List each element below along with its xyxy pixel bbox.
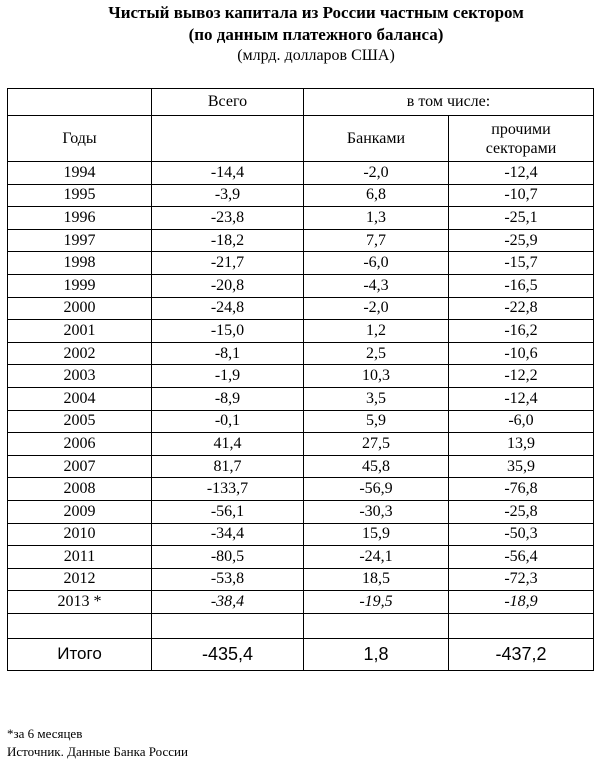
header-total: Всего bbox=[152, 89, 304, 116]
table-row bbox=[8, 455, 594, 478]
cell-banks: 45,8 bbox=[304, 455, 449, 478]
empty-cell bbox=[449, 613, 594, 638]
cell-other: -56,4 bbox=[449, 546, 594, 569]
cell-year: 1994 bbox=[8, 162, 152, 185]
cell-year: 2013 * bbox=[8, 591, 152, 614]
total-banks: 1,8 bbox=[304, 638, 449, 670]
cell-total: -24,8 bbox=[152, 297, 304, 320]
cell-banks: -56,9 bbox=[304, 478, 449, 501]
cell-year: 2002 bbox=[8, 342, 152, 365]
cell-banks: -30,3 bbox=[304, 500, 449, 523]
cell-other: -25,9 bbox=[449, 229, 594, 252]
table-row bbox=[8, 478, 594, 501]
cell-year: 2008 bbox=[8, 478, 152, 501]
cell-other: 13,9 bbox=[449, 433, 594, 456]
cell-banks: 27,5 bbox=[304, 433, 449, 456]
header-banks: Банками bbox=[304, 116, 449, 162]
cell-total: -53,8 bbox=[152, 568, 304, 591]
capital-outflow-table bbox=[7, 88, 594, 671]
cell-year: 2007 bbox=[8, 455, 152, 478]
cell-total: -21,7 bbox=[152, 252, 304, 275]
header-row-1 bbox=[8, 89, 594, 116]
cell-total: -3,9 bbox=[152, 184, 304, 207]
cell-total: -56,1 bbox=[152, 500, 304, 523]
header-other: прочими секторами bbox=[449, 116, 594, 162]
title-units: (млрд. долларов США) bbox=[237, 47, 395, 64]
cell-banks: 15,9 bbox=[304, 523, 449, 546]
source-note: Источник. Данные Банка России bbox=[7, 744, 188, 759]
table-row bbox=[8, 387, 594, 410]
cell-total: -133,7 bbox=[152, 478, 304, 501]
cell-year: 2004 bbox=[8, 387, 152, 410]
table-row bbox=[8, 162, 594, 185]
cell-year: 1998 bbox=[8, 252, 152, 275]
table-row bbox=[8, 568, 594, 591]
cell-year: 2000 bbox=[8, 297, 152, 320]
cell-year: 1996 bbox=[8, 207, 152, 230]
cell-year: 1997 bbox=[8, 229, 152, 252]
cell-other: -18,9 bbox=[449, 591, 594, 614]
cell-banks: 18,5 bbox=[304, 568, 449, 591]
table-row bbox=[8, 342, 594, 365]
table-row bbox=[8, 252, 594, 275]
cell-banks: 1,3 bbox=[304, 207, 449, 230]
cell-other: -15,7 bbox=[449, 252, 594, 275]
table-row bbox=[8, 229, 594, 252]
cell-total: -14,4 bbox=[152, 162, 304, 185]
cell-banks: -19,5 bbox=[304, 591, 449, 614]
cell-other: -16,5 bbox=[449, 274, 594, 297]
total-row bbox=[8, 638, 594, 670]
cell-total: -80,5 bbox=[152, 546, 304, 569]
cell-year: 1995 bbox=[8, 184, 152, 207]
empty-cell bbox=[8, 613, 152, 638]
cell-banks: -24,1 bbox=[304, 546, 449, 569]
cell-total: -38,4 bbox=[152, 591, 304, 614]
cell-other: -10,6 bbox=[449, 342, 594, 365]
table-row bbox=[8, 523, 594, 546]
cell-total: -8,9 bbox=[152, 387, 304, 410]
cell-other: -50,3 bbox=[449, 523, 594, 546]
header-row-2 bbox=[8, 116, 594, 162]
cell-total: -34,4 bbox=[152, 523, 304, 546]
cell-banks: -2,0 bbox=[304, 297, 449, 320]
cell-other: -25,1 bbox=[449, 207, 594, 230]
header-empty-cell bbox=[152, 116, 304, 162]
header-empty-cell bbox=[8, 89, 152, 116]
cell-banks: -6,0 bbox=[304, 252, 449, 275]
cell-total: -1,9 bbox=[152, 365, 304, 388]
cell-other: -10,7 bbox=[449, 184, 594, 207]
cell-year: 2003 bbox=[8, 365, 152, 388]
cell-banks: 5,9 bbox=[304, 410, 449, 433]
cell-year: 2009 bbox=[8, 500, 152, 523]
table-row bbox=[8, 410, 594, 433]
cell-banks: 1,2 bbox=[304, 320, 449, 343]
cell-year: 2010 bbox=[8, 523, 152, 546]
empty-cell bbox=[304, 613, 449, 638]
cell-banks: 3,5 bbox=[304, 387, 449, 410]
header-including: в том числе: bbox=[304, 89, 594, 116]
cell-year: 2001 bbox=[8, 320, 152, 343]
cell-other: -12,2 bbox=[449, 365, 594, 388]
cell-total: -15,0 bbox=[152, 320, 304, 343]
cell-other: -12,4 bbox=[449, 387, 594, 410]
table-row bbox=[8, 184, 594, 207]
footnote: *за 6 месяцев bbox=[7, 726, 83, 741]
total-all: -435,4 bbox=[152, 638, 304, 670]
cell-banks: -4,3 bbox=[304, 274, 449, 297]
table-row bbox=[8, 207, 594, 230]
cell-total: -20,8 bbox=[152, 274, 304, 297]
cell-other: -76,8 bbox=[449, 478, 594, 501]
cell-year: 1999 bbox=[8, 274, 152, 297]
cell-total: 81,7 bbox=[152, 455, 304, 478]
table-row bbox=[8, 546, 594, 569]
cell-year: 2012 bbox=[8, 568, 152, 591]
table-row bbox=[8, 433, 594, 456]
cell-other: -6,0 bbox=[449, 410, 594, 433]
total-other: -437,2 bbox=[449, 638, 594, 670]
cell-other: 35,9 bbox=[449, 455, 594, 478]
cell-year: 2005 bbox=[8, 410, 152, 433]
empty-cell bbox=[152, 613, 304, 638]
cell-banks: 10,3 bbox=[304, 365, 449, 388]
cell-other: -12,4 bbox=[449, 162, 594, 185]
total-label: Итого bbox=[8, 638, 152, 670]
table-row bbox=[8, 591, 594, 614]
cell-total: -0,1 bbox=[152, 410, 304, 433]
empty-row bbox=[8, 613, 594, 638]
cell-total: 41,4 bbox=[152, 433, 304, 456]
cell-total: -18,2 bbox=[152, 229, 304, 252]
title-line-2: (по данным платежного баланса) bbox=[188, 25, 444, 44]
cell-banks: 2,5 bbox=[304, 342, 449, 365]
table-row bbox=[8, 297, 594, 320]
cell-other: -22,8 bbox=[449, 297, 594, 320]
table-row bbox=[8, 365, 594, 388]
cell-banks: 7,7 bbox=[304, 229, 449, 252]
cell-other: -16,2 bbox=[449, 320, 594, 343]
cell-other: -25,8 bbox=[449, 500, 594, 523]
table-row bbox=[8, 274, 594, 297]
header-years: Годы bbox=[8, 116, 152, 162]
cell-year: 2011 bbox=[8, 546, 152, 569]
cell-year: 2006 bbox=[8, 433, 152, 456]
table-row bbox=[8, 320, 594, 343]
title-line-1: Чистый вывоз капитала из России частным сектором bbox=[108, 3, 524, 22]
cell-other: -72,3 bbox=[449, 568, 594, 591]
table-row bbox=[8, 500, 594, 523]
cell-banks: 6,8 bbox=[304, 184, 449, 207]
cell-total: -8,1 bbox=[152, 342, 304, 365]
cell-banks: -2,0 bbox=[304, 162, 449, 185]
cell-total: -23,8 bbox=[152, 207, 304, 230]
